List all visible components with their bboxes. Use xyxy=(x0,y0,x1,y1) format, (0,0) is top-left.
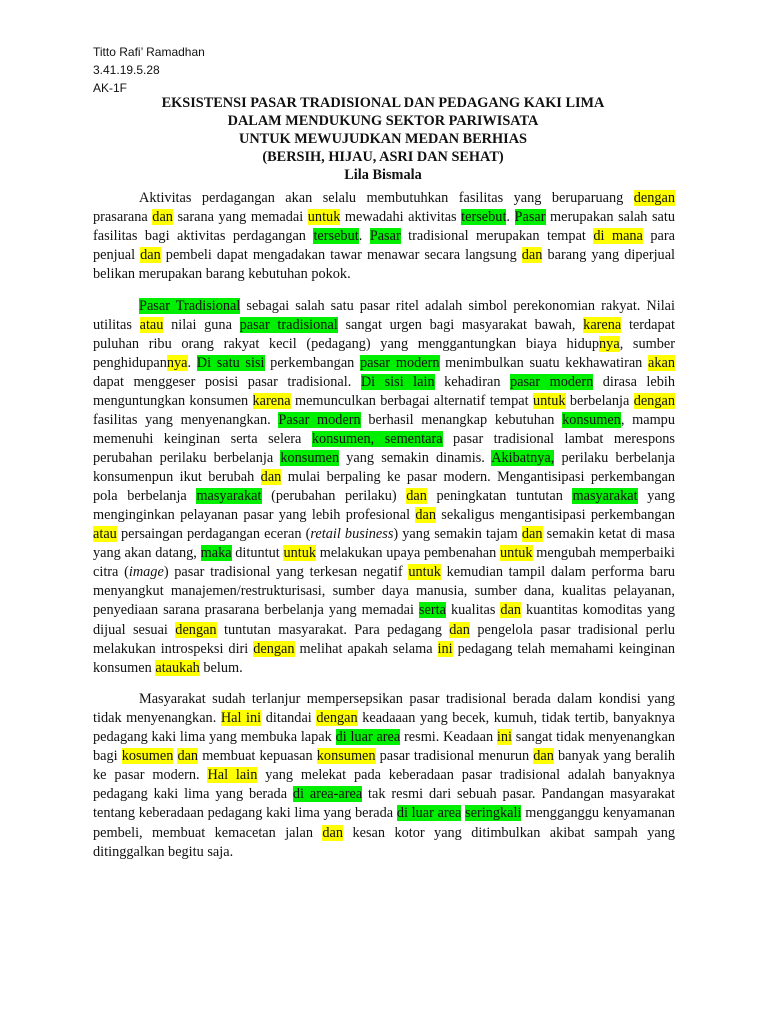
paragraph xyxy=(93,297,675,678)
highlighted-text: tersebut xyxy=(461,209,507,226)
text-run: sangat urgen bagi masyarakat bawah, xyxy=(337,316,584,333)
paragraph xyxy=(93,189,675,284)
highlighted-text: dan xyxy=(177,748,199,765)
text-run: ditandai xyxy=(261,710,317,727)
paragraph xyxy=(93,690,675,861)
text-run: . xyxy=(506,209,515,226)
highlighted-text: dan xyxy=(322,824,344,841)
highlighted-text: Pasar xyxy=(514,209,546,226)
text-run: merupakan salah satu fasilitas bagi aktivitas perdagangan xyxy=(93,209,676,245)
italic-text: image xyxy=(128,564,164,581)
text-run: fasilitas yang menyenangkan. xyxy=(93,412,279,429)
text-run: memunculkan berbagai alternatif tempat xyxy=(290,392,533,409)
text-run: kuantitas komoditas yang dijual sesuai xyxy=(93,602,675,638)
text-run: Aktivitas perdagangan akan selalu membutuhkan fasilitas yang beruparuang xyxy=(139,190,634,206)
highlighted-text: Hal ini xyxy=(220,710,262,727)
highlighted-text: untuk xyxy=(408,564,441,581)
text-run: kualitas xyxy=(445,602,501,619)
highlighted-text: di mana xyxy=(593,228,643,245)
highlighted-text: dan xyxy=(415,507,436,524)
student-name: Titto Rafi’ Ramadhan xyxy=(93,45,205,59)
highlighted-text: dan xyxy=(406,488,427,505)
text-run: yang melekat pada keberadaan pasar tradisional adalah banyaknya pedagang kaki lima yang berada xyxy=(93,767,675,803)
title-line-2: DALAM MENDUKUNG SEKTOR PARIWISATA xyxy=(227,113,539,129)
text-run: mulai berpaling ke pasar modern. Mengantisipasi perkembangan pola berbelanja xyxy=(93,469,675,505)
text-run: sarana yang memadai xyxy=(172,209,308,226)
highlighted-text: ini xyxy=(496,729,512,746)
text-run: ) yang semakin tajam xyxy=(393,526,522,543)
highlighted-text: dan xyxy=(449,621,470,638)
highlighted-text: dengan xyxy=(316,710,358,727)
highlighted-text: konsumen xyxy=(280,450,340,467)
text-run: keadaaan yang becek, kumuh, tidak tertib, banyaknya pedagang kaki lima yang membuka lapak xyxy=(93,710,676,746)
highlighted-text: kosumen xyxy=(121,748,174,765)
student-id: 3.41.19.5.28 xyxy=(93,63,160,77)
highlighted-text: nya xyxy=(599,335,620,352)
text-run: yang semakin dinamis. xyxy=(339,450,492,467)
highlighted-text: untuk xyxy=(283,545,317,562)
highlighted-text: ini xyxy=(437,640,453,657)
text-run: mengubah memperbaiki citra ( xyxy=(93,545,675,581)
highlighted-text: untuk xyxy=(532,392,566,409)
document-body xyxy=(93,189,675,862)
highlighted-text: dan xyxy=(260,469,282,486)
title-author: Lila Bismala xyxy=(344,167,422,183)
text-run: , mampu memenuhi keinginan serta selera xyxy=(93,412,675,448)
highlighted-text: karena xyxy=(252,392,291,409)
text-run: melihat apakah selama xyxy=(294,640,438,657)
text-run: barang yang diperjual belikan merupakan barang kebutuhan pokok. xyxy=(93,247,676,283)
highlighted-text: dan xyxy=(500,602,522,619)
text-run: prasarana xyxy=(93,209,153,226)
italic-text: retail business xyxy=(310,526,394,543)
text-run: menimbulkan suatu kekhawatiran xyxy=(439,354,648,371)
highlighted-text: nya xyxy=(166,354,188,371)
highlighted-text: dengan xyxy=(175,621,217,638)
highlighted-text: dengan xyxy=(633,392,675,409)
highlighted-text: seringkali xyxy=(465,805,522,822)
highlighted-text: karena xyxy=(583,316,622,333)
text-run: tak resmi dari sebuah pasar. Pandangan masyarakat tentang keberadaan pedagang kaki lima yang berada xyxy=(93,786,675,822)
text-run: resmi. Keadaan xyxy=(400,729,497,746)
text-run: para penjual xyxy=(93,228,675,264)
text-run: semakin ketat di masa yang akan datang, xyxy=(93,526,675,562)
highlighted-text: konsumen xyxy=(316,748,376,765)
text-run: terdapat puluhan ribu orang rakyat kecil (pedagang) yang menggantungkan biaya hidup xyxy=(93,316,675,352)
highlighted-text: pasar modern xyxy=(509,373,594,390)
text-run: nilai guna xyxy=(163,316,240,333)
highlighted-text: di luar area xyxy=(396,805,462,822)
text-run: dapat menggeser posisi pasar tradisional. xyxy=(93,373,361,390)
document-title xyxy=(93,94,673,184)
text-run: persaingan perdagangan eceran ( xyxy=(116,526,311,543)
highlighted-text: akan xyxy=(648,354,675,371)
highlighted-text: Di satu sisi xyxy=(196,354,265,371)
text-run: kesan kotor yang ditimbulkan akibat sampah yang ditinggalkan begitu saja. xyxy=(93,824,675,860)
highlighted-text: konsumen xyxy=(562,412,621,429)
highlighted-text: Di sisi lain xyxy=(360,373,435,390)
highlighted-text: tersebut xyxy=(313,228,359,245)
highlighted-text: Pasar xyxy=(369,228,401,245)
highlighted-text: dan xyxy=(521,526,543,543)
text-run: banyak yang beralih ke pasar modern. xyxy=(93,748,675,784)
highlighted-text: masyarakat xyxy=(572,488,638,505)
text-run: pasar tradisional lambat merespons perubahan perilaku berbelanja xyxy=(93,431,675,467)
highlighted-text: Akibatnya, xyxy=(491,450,555,467)
title-line-4: (BERSIH, HIJAU, ASRI DAN SEHAT) xyxy=(262,149,504,165)
highlighted-text: masyarakat xyxy=(196,488,262,505)
highlighted-text: Hal lain xyxy=(207,767,258,784)
text-run: pembeli dapat mengadakan tawar menawar secara langsung xyxy=(160,247,522,264)
text-run: belum. xyxy=(199,659,243,676)
title-line-1: EKSISTENSI PASAR TRADISIONAL DAN PEDAGANG KAKI LIMA xyxy=(161,95,605,111)
text-run: tradisional merupakan tempat xyxy=(400,228,594,245)
text-run: perilaku berbelanja konsumenpun ikut berubah xyxy=(93,450,675,486)
text-run: yang menginginkan pelayanan pasar yang lebih profesional xyxy=(93,488,675,524)
text-run: ) pasar tradisional yang terkesan negatif xyxy=(163,564,409,581)
highlighted-text: dan xyxy=(521,247,543,264)
text-run: tuntutan masyarakat. Para pedagang xyxy=(216,621,450,638)
highlighted-text: Pasar modern xyxy=(278,412,361,429)
text-run: peningkatan tuntutan xyxy=(426,488,573,505)
highlighted-text: atau xyxy=(93,526,117,543)
text-run: kemudian tampil dalam performa baru menyangkut manajemen/restrukturisasi, sumber daya manusia, sumber dana, kualitas pelayanan, penyediaan sarana prasarana berbelanja yang memadai xyxy=(93,564,676,619)
text-run: mewadahi aktivitas xyxy=(340,209,462,226)
highlighted-text: maka xyxy=(200,545,232,562)
highlighted-text: dengan xyxy=(253,640,295,657)
highlighted-text: atau xyxy=(139,316,164,333)
text-run: dituntut xyxy=(231,545,284,562)
text-run: kehadiran xyxy=(434,373,510,390)
text-run: , sumber penghidupan xyxy=(93,335,675,371)
highlighted-text: di area-area xyxy=(292,786,363,803)
highlighted-text: di luar area xyxy=(335,729,401,746)
text-run: pedagang telah memahami keinginan konsumen xyxy=(93,640,675,676)
highlighted-text: dan xyxy=(140,247,161,264)
highlighted-text: untuk xyxy=(500,545,533,562)
highlighted-text: dan xyxy=(152,209,173,226)
highlighted-text: ataukah xyxy=(155,659,200,676)
text-run: pengelola pasar tradisional perlu melakukan introspeksi diri xyxy=(93,621,675,657)
text-run: melakukan upaya pembenahan xyxy=(316,545,501,562)
highlighted-text: pasar modern xyxy=(360,354,440,371)
highlighted-text: dan xyxy=(533,748,554,765)
highlighted-text: Pasar Tradisional xyxy=(139,297,241,314)
text-run: berbelanja xyxy=(565,392,634,409)
text-run: sangat tidak menyenangkan bagi xyxy=(93,729,675,765)
text-run: pasar tradisional menurun xyxy=(375,748,534,765)
text-run: (perubahan perilaku) xyxy=(261,488,407,505)
highlighted-text: pasar tradisional xyxy=(239,316,338,333)
text-run: . xyxy=(358,228,370,245)
text-run: mengganggu kenyamanan pembeli, membuat kemacetan jalan xyxy=(93,805,675,841)
highlighted-text: untuk xyxy=(307,209,341,226)
title-line-3: UNTUK MEWUJUDKAN MEDAN BERHIAS xyxy=(239,131,527,147)
text-run: . xyxy=(187,354,197,371)
text-run: perkembangan xyxy=(264,354,360,371)
student-class: AK-1F xyxy=(93,81,128,95)
text-run: Masyarakat sudah terlanjur mempersepsikan pasar tradisional berada dalam kondisi yang tidak menyenangkan. xyxy=(93,691,675,727)
highlighted-text: serta xyxy=(418,602,446,619)
text-run: membuat kepuasan xyxy=(198,748,317,765)
highlighted-text: konsumen, sementara xyxy=(311,431,443,448)
highlighted-text: dengan xyxy=(633,190,675,206)
text-run: sebagai salah satu pasar ritel adalah simbol perekonomian rakyat. Nilai utilitas xyxy=(93,297,675,333)
text-run: sekaligus mengantisipasi perkembangan xyxy=(436,507,675,524)
text-run: dirasa lebih menguntungkan konsumen xyxy=(93,373,676,409)
author-header xyxy=(93,43,205,97)
text-run: berhasil menangkap kebutuhan xyxy=(360,412,563,429)
